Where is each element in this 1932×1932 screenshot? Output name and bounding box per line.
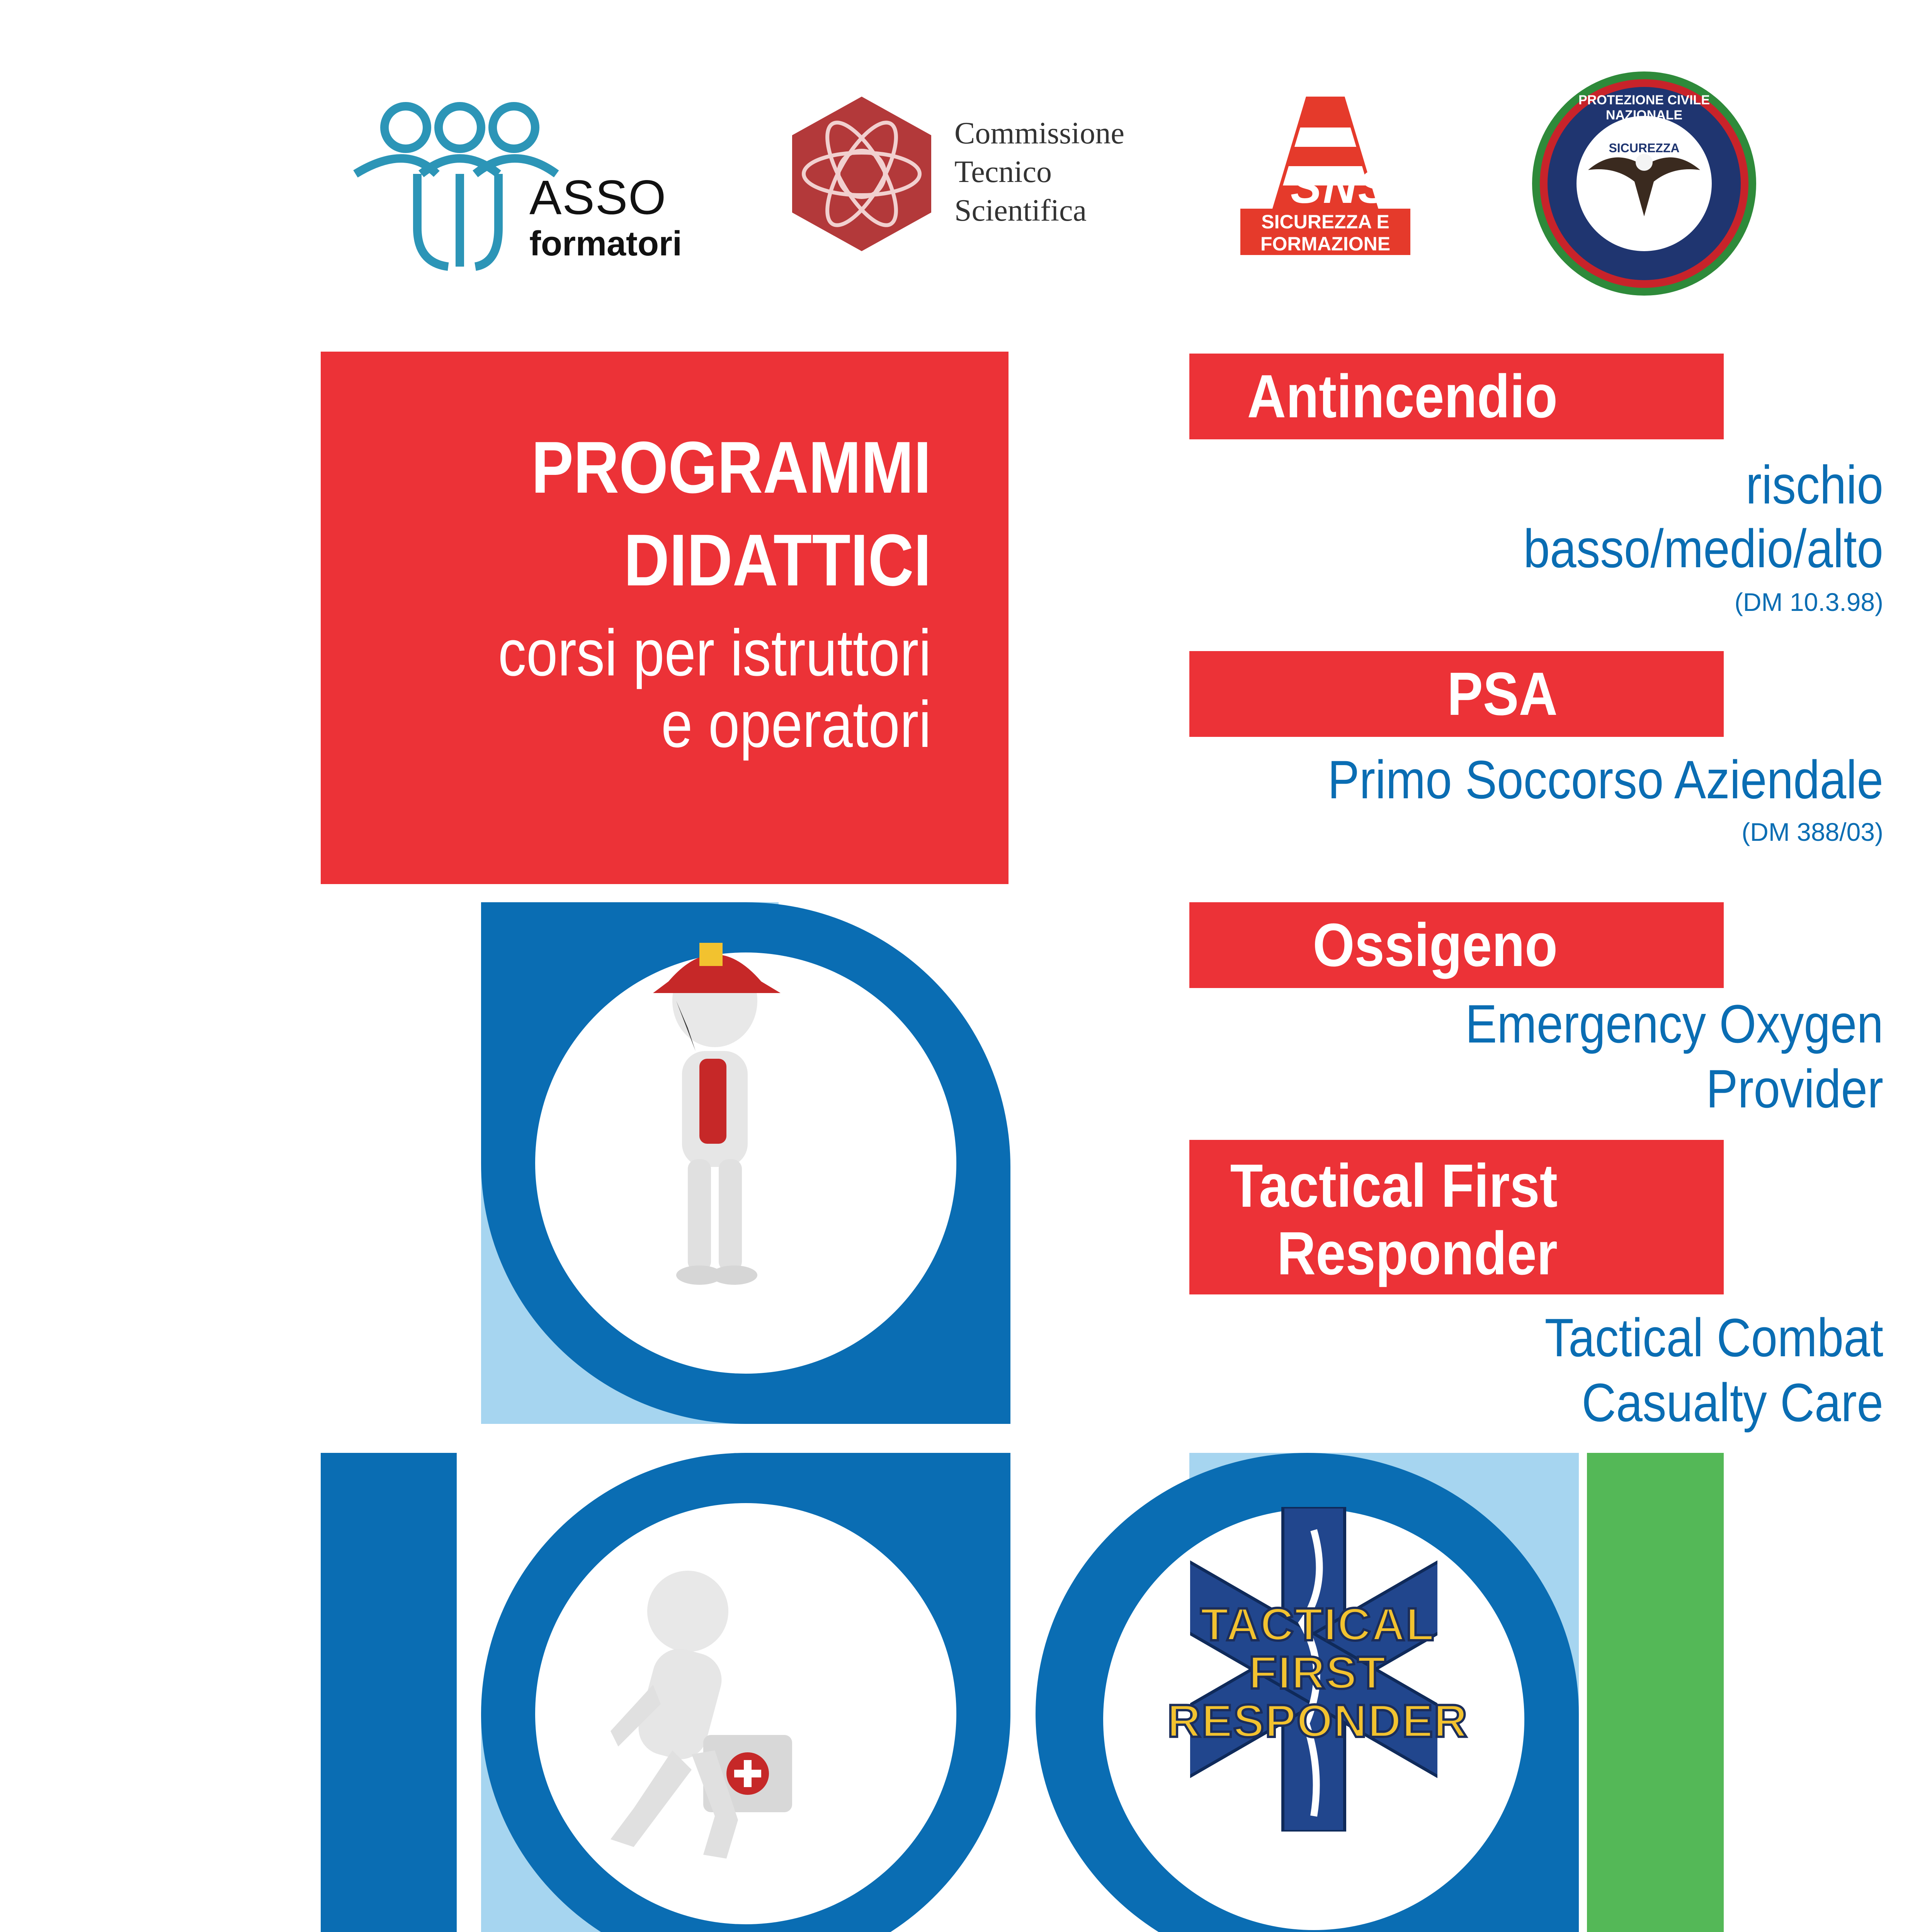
cts-line2: Tecnico (954, 155, 1052, 189)
firefighter-figure-icon (641, 935, 796, 1291)
antincendio-title: Antincendio (1247, 362, 1558, 430)
tfr-desc1: Tactical Combat (1544, 1307, 1883, 1368)
psa-desc1: Primo Soccorso Aziendale (1327, 749, 1883, 810)
asso-logo-line1: ASSO (529, 171, 667, 224)
runner-first-aid-icon (587, 1569, 804, 1870)
ossigeno-desc1: Emergency Oxygen (1465, 993, 1883, 1054)
title-line2: DIDATTICI (624, 519, 931, 601)
protezione-civile-logo (1530, 70, 1758, 298)
tfr-badge-line2: FIRST (1248, 1647, 1387, 1699)
asso-logo-line2: formatori (529, 224, 682, 263)
ossigeno-title: Ossigeno (1313, 911, 1558, 979)
antincendio-ref: (DM 10.3.98) (1734, 588, 1883, 616)
antincendio-desc1: rischio (1745, 454, 1883, 515)
pcn-center-text: SICUREZZA (1609, 141, 1680, 155)
ossigeno-desc2: Provider (1706, 1058, 1883, 1119)
title-box (321, 352, 1009, 884)
antincendio-header (1189, 354, 1724, 439)
asso-formatori-logo (348, 97, 696, 282)
block-runner-bar (321, 1453, 457, 1932)
sns-line2: FORMAZIONE (1260, 233, 1391, 255)
title-line3: corsi per istruttori (498, 616, 931, 690)
tfr-title2: Responder (1277, 1219, 1558, 1287)
tfr-badge-line1: TACTICAL (1200, 1599, 1435, 1650)
cts-line3: Scientifica (954, 194, 1087, 228)
psa-title: PSA (1447, 660, 1558, 728)
tfr-title1: Tactical First (1230, 1152, 1558, 1220)
tfr-desc2: Casualty Care (1582, 1372, 1883, 1433)
tfr-header (1189, 1140, 1724, 1294)
ossigeno-header (1189, 902, 1724, 988)
psa-header (1189, 651, 1724, 737)
atom-globe-icon (784, 93, 939, 255)
green-bar-right (1587, 1453, 1724, 1932)
cts-logo (784, 93, 1186, 263)
sns-letters: SNS (1291, 161, 1391, 213)
title-line4: e operatori (661, 688, 931, 761)
pcn-ring-text: PROTEZIONE CIVILE NAZIONALE (1578, 93, 1710, 122)
antincendio-desc2: basso/medio/alto (1523, 518, 1883, 579)
cts-line1: Commissione (954, 116, 1125, 150)
title-line1: PROGRAMMI (531, 427, 931, 509)
sns-logo (1233, 93, 1418, 263)
tfr-badge-line3: RESPONDER (1167, 1695, 1468, 1747)
sns-line1: SICUREZZA E (1261, 211, 1389, 233)
psa-ref: (DM 388/03) (1742, 818, 1883, 846)
